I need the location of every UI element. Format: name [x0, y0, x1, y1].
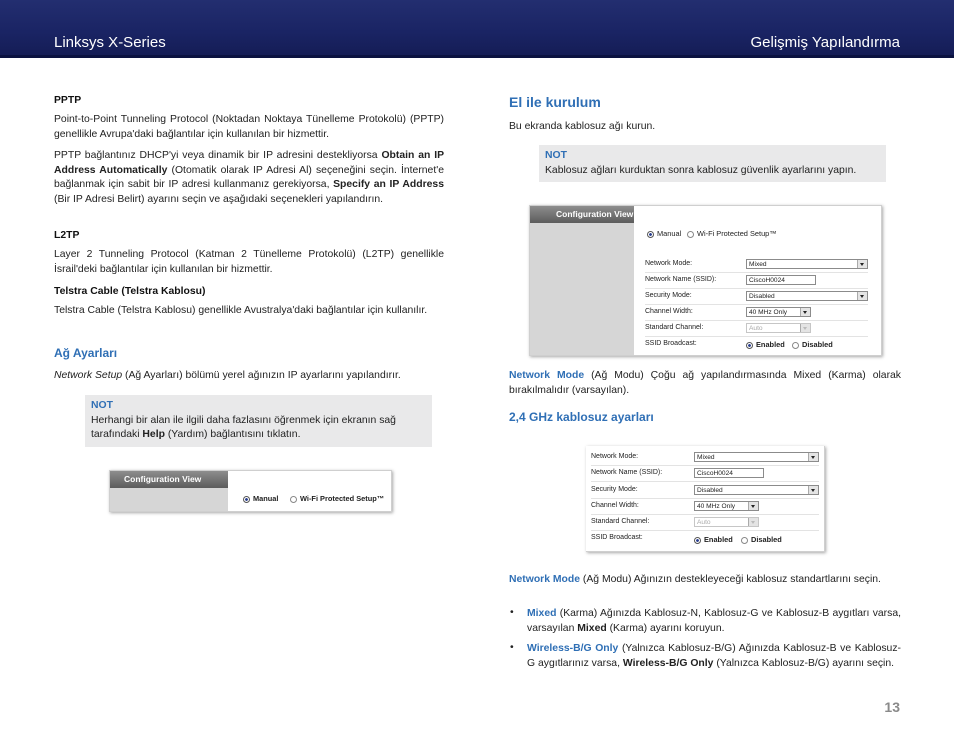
security-mode-label: Security Mode:: [645, 292, 692, 299]
ssid-broadcast-disabled-radio[interactable]: Disabled: [741, 535, 782, 544]
telstra-label: Telstra Cable (Telstra Kablosu): [54, 286, 206, 297]
network-name-label: Network Name (SSID):: [645, 276, 717, 283]
chevron-down-icon: [857, 292, 867, 300]
standard-channel-select[interactable]: Auto: [746, 323, 811, 333]
network-settings-paragraph: Network Setup (Ağ Ayarları) bölümü yerel ağınızın IP ayarlarını yapılandırır.: [54, 370, 401, 381]
security-mode-select[interactable]: Disabled: [746, 291, 868, 301]
network-mode-label: Network Mode:: [645, 260, 693, 267]
ssid-input[interactable]: CiscoH0024: [746, 275, 816, 285]
chevron-down-icon: [857, 260, 867, 268]
header-section-title: Gelişmiş Yapılandırma: [750, 34, 900, 51]
chevron-down-icon: [748, 502, 758, 510]
bullet-mark: •: [510, 607, 514, 618]
channel-width-label: Channel Width:: [645, 308, 693, 315]
standard-channel-label: Standard Channel:: [591, 518, 650, 525]
ssid-broadcast-label: SSID Broadcast:: [591, 534, 643, 541]
page-header: [0, 0, 954, 58]
chevron-down-icon: [808, 453, 818, 461]
pptp-paragraph: Point-to-Point Tunneling Protocol (Noktadan Noktaya Tünelleme Protokolü) (PPTP) genellikle Avrupa'daki bağlantılar için kullanılan bir hizmettir.: [54, 114, 444, 140]
channel-width-select[interactable]: 40 MHz Only: [694, 501, 759, 511]
chevron-down-icon: [808, 486, 818, 494]
wps-radio[interactable]: Wi-Fi Protected Setup™: [687, 229, 777, 238]
radio-empty-icon: [290, 496, 297, 503]
manual-setup-intro: Bu ekranda kablosuz ağı kurun.: [509, 121, 656, 132]
network-mode-paragraph-2: Network Mode (Ağ Modu) Ağınızın destekleyeceği kablosuz standartlarını seçin.: [509, 574, 881, 585]
note-title: NOT: [91, 400, 113, 411]
security-mode-label: Security Mode:: [591, 486, 638, 493]
channel-width-label: Channel Width:: [591, 502, 639, 509]
pptp-label: PPTP: [54, 95, 82, 106]
network-name-label: Network Name (SSID):: [591, 469, 663, 476]
wireless-bg-bullet-text: Wireless-B/G Only (Yalnızca Kablosuz-B/G) Ağınızda Kablosuz-B ve Kablosuz-G aygıtlarınız varsa, Wireless-B/G Only (Yalnızca Kablosuz-B/G) ayarını seçin.: [527, 643, 901, 669]
ssid-broadcast-label: SSID Broadcast:: [645, 340, 697, 347]
channel-width-select[interactable]: 40 MHz Only: [746, 307, 811, 317]
network-mode-paragraph: Network Mode (Ağ Modu) Çoğu ağ yapılandırmasında Mixed (Karma) olarak bırakılmalıdır (varsayılan).: [509, 370, 901, 396]
ssid-broadcast-enabled-radio[interactable]: Enabled: [694, 535, 733, 544]
note-title: NOT: [545, 150, 567, 161]
ssid-broadcast-enabled-radio[interactable]: Enabled: [746, 340, 785, 349]
radio-empty-icon: [792, 342, 799, 349]
wireless-settings-screenshot: [586, 446, 825, 552]
network-mode-select[interactable]: Mixed: [746, 259, 868, 269]
manual-setup-heading: El ile kurulum: [509, 94, 601, 110]
header-product-title: Linksys X-Series: [54, 34, 166, 51]
ssid-broadcast-disabled-radio[interactable]: Disabled: [792, 340, 833, 349]
note-box-security: NOT Kablosuz ağları kurduktan sonra kablosuz güvenlik ayarlarını yapın.: [539, 145, 886, 182]
configuration-view-screenshot-small: [109, 470, 392, 512]
standard-channel-select[interactable]: Auto: [694, 517, 759, 527]
network-settings-heading: Ağ Ayarları: [54, 346, 118, 360]
radio-selected-icon: [243, 496, 250, 503]
network-mode-label: Network Mode:: [591, 453, 639, 460]
radio-empty-icon: [687, 231, 694, 238]
radio-selected-icon: [647, 231, 654, 238]
security-mode-select[interactable]: Disabled: [694, 485, 819, 495]
header-rule: [0, 55, 954, 58]
chevron-down-icon: [800, 308, 810, 316]
wps-radio[interactable]: Wi-Fi Protected Setup™: [290, 494, 384, 503]
network-mode-select[interactable]: Mixed: [694, 452, 819, 462]
configuration-view-bar: Configuration View: [110, 471, 228, 488]
telstra-paragraph: Telstra Cable (Telstra Kablosu) genellikle Avustralya'daki bağlantılar için kullanılır.: [54, 305, 428, 316]
manual-radio[interactable]: Manual: [647, 229, 681, 238]
radio-selected-icon: [694, 537, 701, 544]
radio-empty-icon: [741, 537, 748, 544]
note-box-help: NOT Herhangi bir alan ile ilgili daha fazlasını öğrenmek için ekranın sağ tarafındaki Help (Yardım) bağlantısını tıklatın.: [85, 395, 432, 447]
radio-selected-icon: [746, 342, 753, 349]
page-number: 13: [884, 699, 900, 715]
pptp-paragraph-2: PPTP bağlantınız DHCP'yi veya dinamik bir IP adresini destekliyorsa Obtain an IP Address Automatically (Otomatik olarak IP Adresi Al) seçeneğini seçin. İnternet'e bağlanmak için sabit bir IP adresi kullanmanız gerekiyorsa, Specify an IP Address (Bir IP Adresi Belirt) ayarını seçin ve aşağıdaki seçenekleri yapılandırın.: [54, 150, 445, 205]
standard-channel-label: Standard Channel:: [645, 324, 704, 331]
chevron-down-icon: [748, 518, 758, 526]
ghz-settings-heading: 2,4 GHz kablosuz ayarları: [509, 410, 654, 424]
chevron-down-icon: [800, 324, 810, 332]
l2tp-paragraph: Layer 2 Tunneling Protocol (Katman 2 Tünelleme Protokolü) (L2TP) genellikle İsrail'deki bağlantılar için kullanılan bir hizmettir.: [54, 249, 444, 275]
bullet-mark: •: [510, 642, 514, 653]
l2tp-label: L2TP: [54, 230, 80, 241]
manual-radio[interactable]: Manual: [243, 494, 278, 503]
configuration-view-screenshot-large: [529, 205, 882, 356]
configuration-view-bar: Configuration View: [530, 206, 634, 223]
mixed-bullet-text: Mixed (Karma) Ağınızda Kablosuz-N, Kablosuz-G ve Kablosuz-B aygıtları varsa, varsayılan Mixed (Karma) ayarını koruyun.: [527, 608, 901, 634]
ssid-input[interactable]: CiscoH0024: [694, 468, 764, 478]
